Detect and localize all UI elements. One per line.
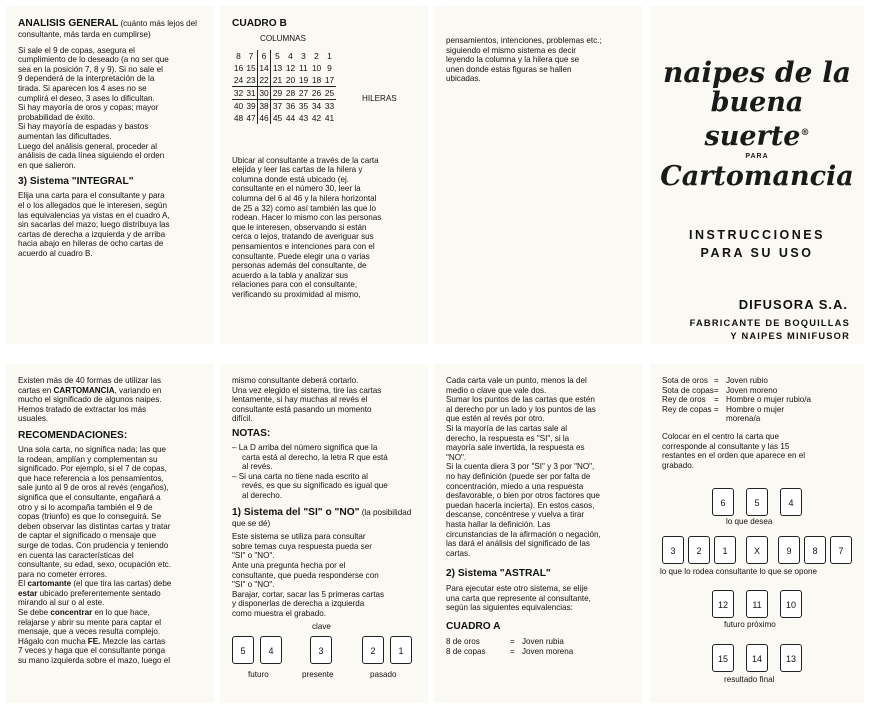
card-2: 2 [362,636,384,664]
card-4: 4 [260,636,282,664]
heading-sistema-astral: 2) Sistema "ASTRAL" [446,568,551,580]
cuadro-b-cell: 37 [272,100,283,111]
astral-card-8: 8 [804,536,826,564]
label-futuro: futuro [248,670,269,679]
cuadro-b-cell: 23 [245,74,258,87]
cuadro-b-cell: 34 [311,100,322,111]
cuadro-b-cell: 15 [245,62,258,74]
label-pasado: pasado [370,670,397,679]
continuation-body: pensamientos, intenciones, problemas etc.; siguiendo el mismo sistema es decir leyendo la columna y la hilera que se unen donde estas figuras se hallen ubicadas. [446,36,602,84]
notas-list: – La D arriba del número significa que la carta está al derecho, la letra R que está al revés. – Si una carta no tiene nada escrito al revés, es que su significado es igual que al derecho. [232,442,388,500]
equivalences-list [662,376,852,424]
cuadro-b-cell: 39 [245,100,258,112]
cuadro-b-cell: 27 [298,87,309,98]
cuadro-b-cell: 7 [245,50,258,62]
cuadro-b-cell: 17 [324,74,335,85]
cuadro-b-cell: 14 [258,62,271,74]
si-no-body: Este sistema se utiliza para consultar sobre temas cuya respuesta pueda ser "SI" o "NO". Ante una pregunta hecha por el consultante, que pueda responderse con "SI" o "NO". Barajar, cortar, sacar las 5 primeras cartas y disponerlas de derecha a izquierda como muestra el grabado. [232,532,385,618]
card-1: 1 [390,636,412,664]
cuadro-b-cell: 35 [298,100,309,111]
cuadro-a-list [446,637,630,656]
card-3-clave: 3 [310,636,332,664]
equivalence-row: Rey de oros = Hombre o mujer rubio/a [662,395,812,405]
astral-card-1: 1 [714,536,736,564]
astral-layout-body: Colocar en el centro la carta que corresponde al consultante y las 15 restantes en el orden que aparece en el grabado. [662,431,806,470]
cuadro-b-cell: 45 [272,112,283,123]
title-para: PARA [745,153,769,160]
corte-body: mismo consultante deberá cortarlo. Una vez elegido el sistema, tire las cartas lentamente, si hay muchas al revés el consultante está pasando un momento difícil. [232,376,382,424]
heading-cuadro-b: CUADRO B [232,18,287,29]
cuadro-b-cell: 4 [288,50,293,61]
label-clave: clave [312,622,331,631]
label-futuro-proximo: futuro próximo [724,620,776,629]
astral-card-5: 5 [746,488,768,516]
cuadro-b-cell: 9 [327,62,332,73]
heading-recomendaciones: RECOMENDACIONES: [18,429,128,441]
morena-label: morena/a [726,414,761,424]
cuadro-b-cell: 1 [327,50,332,61]
cuadro-b-cell: 29 [272,87,283,98]
astral-card-2: 2 [688,536,710,564]
cuadro-b-cell: 13 [272,62,283,73]
integral-body: Elija una carta para el consultante y para el o los allegados que le interesen, según las equivalencias ya vistas en el cuadro A, sin sacarlas del mazo; luego distribuya las cartas de derecha a izquierda y de arriba hacia abajo en hileras de ocho cartas de acuerdo al cuadro B. [18,191,170,258]
cuadro-b-table [232,50,416,124]
cuadro-b-grid [232,50,336,124]
astral-card-10: 10 [780,590,802,618]
panel-recomendaciones [6,364,214,703]
astral-card-15: 15 [712,644,734,672]
cuadro-b-cell: 18 [311,74,322,85]
cuadro-b-cell: 11 [299,62,308,73]
cuadro-b-cell: 46 [258,112,271,124]
intro-body: Existen más de 40 formas de utilizar las cartas en CARTOMANCIA, variando en mucho el significado de algunos naipes. Hemos tratado de extractar los más usuales. [18,376,162,424]
panel-cover [650,6,864,344]
label-middle-row: lo que lo rodea consultante lo que se opone [660,567,818,576]
cuadro-b-cell: 22 [258,74,271,87]
cuadro-b-cell: 31 [245,87,258,100]
cuadro-b-cell: 44 [285,112,296,123]
title-cartomancia: Cartomancia [660,160,854,192]
astral-card-4: 4 [780,488,802,516]
cuadro-b-cell: 43 [298,112,309,123]
panel-cuadro-b [220,6,428,344]
cuadro-b-cell: 41 [324,112,335,123]
company-name: DIFUSORA S.A. [738,296,848,312]
panel-astral [434,364,642,703]
cuadro-b-body: Ubicar al consultante a través de la carta elejida y leer las cartas de la hilera y columna donde está ubicado (ej. consultante en el número 30, leer la columna del 6 al 46 y la hilera horizontal de 25 a 32) como así también las que lo rodean. Hacer lo mismo con las personas que le interesen, observando si están cerca o lejos, tratando de averiguar sus pensamientos e intenciones para con el consultante. Puede elegir una o varias personas además del consultante, de acuerdo a la tabla y analizar sus relaciones para con el consultante, verificando su proximidad al mismo, [232,155,382,299]
cover-title [660,58,854,192]
puntos-body: Cada carta vale un punto, menos la del medio o clave que vale dos. Sumar los puntos de las cartas que estén al derecho por un lado y los puntos de las que estén al revés por otro. Si la mayoría de las cartas sale al derecho, la respuesta es "SI", si la mayoría sale invertida, la respuesta es "NO". Si la cuenta diera 3 por "SI" y 3 por "NO", no hay definición (puede ser por falta de concentración, miedo a una respuesta desfavorable, o bien por otros factores que puedan hacerla incierta). En estos casos, descanse, concéntrese y vuelva a tirar hasta hallar la definición. Las circunstancias de la afirmación o negación, las dará el análisis del significado de las cartas. [446,376,601,558]
cuadro-b-cell: 12 [285,62,296,73]
equivalence-row: Sota de oros = Joven rubio [662,376,768,385]
astral-card-consultante: X [746,536,768,564]
equivalence-row: Rey de copas = Hombre o mujer [662,404,785,414]
astral-card-6: 6 [712,488,734,516]
cuadro-b-cell: 40 [233,100,244,111]
heading-notas: NOTAS: [232,427,271,439]
columnas-label: COLUMNAS [260,34,306,43]
panel-continuation [434,6,642,344]
heading-analisis-general: ANALISIS GENERAL (cuánto más lejos del consultante, más tarda en cumplirse) [18,18,197,39]
label-presente: presente [302,670,334,679]
heading-cuadro-a: CUADRO A [446,621,501,633]
title-naipes-de-la: naipes de la [663,56,851,89]
equivalence-row: 8 de copas = Joven morena [446,646,574,656]
card-5: 5 [232,636,254,664]
cuadro-b-cell: 19 [298,74,309,85]
equivalence-row: Sota de copas = Joven moreno [662,385,778,395]
analisis-body: Si sale el 9 de copas, asegura el cumplimiento de lo deseado (a no ser que sea en la posición 7, 8 y 9). Si no sale el 9 dependerá de la interpretación de la tirada. Si aparecen los 4 ases no se cumplirá el deseo, 3 ases lo dificultan. Si hay mayoría de oros y copas; mayor probabilidad de éxito. Si hay mayoría de espadas y bastos aumentan las dificultades. Luego del análisis general, proceder al análisis de cada línea siguiendo el orden en que salieron. [18,45,169,170]
cuadro-b-cell: 5 [275,50,280,61]
astral-body: Para ejecutar este otro sistema, se elije una carta que represente al consultante, según las siguientes equivalencias: [446,584,591,613]
cuadro-b-cell: 3 [301,50,306,61]
astral-card-13: 13 [780,644,802,672]
label-resultado-final: resultado final [724,675,775,684]
cuadro-b-cell: 8 [236,50,241,61]
cuadro-b-cell: 2 [314,50,319,61]
instrucciones-heading: INSTRUCCIONES PARA SU USO [689,227,825,260]
cuadro-b-cell: 38 [258,100,271,112]
company-description: FABRICANTE DE BOQUILLAS Y NAIPES MINIFUSOR [689,318,850,342]
cuadro-b-cell: 16 [233,62,244,73]
cuadro-b-cell: 21 [272,74,283,85]
astral-card-9: 9 [778,536,800,564]
cuadro-b-cell: 28 [285,87,296,98]
cuadro-b-cell: 24 [233,74,244,85]
cuadro-b-cell: 33 [324,100,335,111]
astral-card-12: 12 [712,590,734,618]
cuadro-b-cell: 26 [311,87,322,98]
cuadro-b-cell: 6 [258,50,271,62]
heading-sistema-si-no: 1) Sistema del "SI" o "NO" (la posibilidad que se dé) [232,506,412,528]
cuadro-b-cell: 25 [324,87,335,98]
astral-card-3: 3 [662,536,684,564]
cuadro-b-cell: 36 [285,100,296,111]
recomendaciones-body: Una sola carta, no significa nada; las que la rodean, amplían y complementan su significado. Por ejemplo, si el 7 de copas, que hace referencia a los pensamientos, sale junto al 9 de oros al revés (engaños), significa que el consultante, engañará a otro y si lo acompaña también el 9 de copas (triunfo) es que lo conseguirá. Se deben observar las distintas cartas y tratar de captar el significado o mensaje que surge de todas. Con prudencia y teniendo en cuenta las características del consultante, su edad, sexo, ocupación etc. para no cometer errores. El cartomante (el que tira las cartas) debe estar ubicado preferentemente sentado mirando al sur o al este. Se debe concentrar en lo que hace, relajarse y abrir su mente para captar el mensaje, que a veces resulta complejo. Hágalo con mucha FE. Mezcle las cartas 7 veces y haga que el consultante ponga su mano izquierda sobre el mazo, luego el [18,444,172,666]
astral-card-11: 11 [746,590,768,618]
equivalence-row: 8 de oros = Joven rubia [446,637,564,647]
cuadro-b-cell: 42 [311,112,322,123]
astral-card-7: 7 [830,536,852,564]
astral-card-14: 14 [746,644,768,672]
cuadro-b-cell: 32 [233,87,244,98]
title-buena-suerte: buena suerte® [704,87,810,152]
cuadro-b-cell: 20 [285,74,296,85]
label-lo-que-desea: lo que desea [726,517,773,526]
heading-sistema-integral: 3) Sistema "INTEGRAL" [18,176,134,188]
cuadro-b-cell: 48 [233,112,244,123]
registered-mark: ® [800,128,810,138]
cuadro-b-cell: 47 [245,112,258,124]
hileras-label: HILERAS [362,93,397,103]
panel-analisis-general [6,6,214,344]
panel-astral-layout [650,364,864,703]
panel-notas-si-no [220,364,428,703]
cuadro-b-cell: 30 [258,87,271,100]
cuadro-b-cell: 10 [311,62,322,73]
